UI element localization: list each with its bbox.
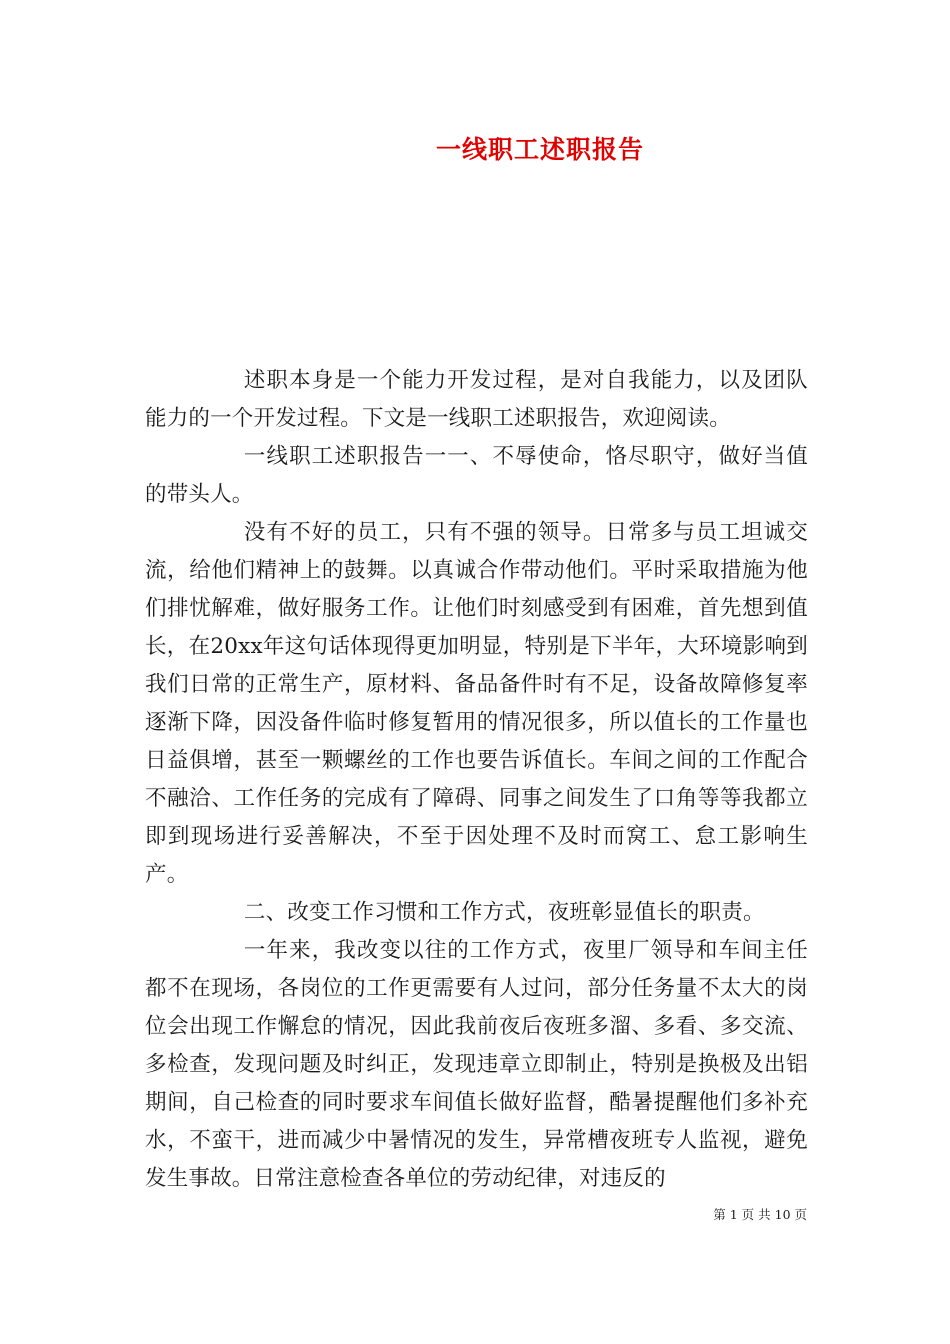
document-body (145, 362, 808, 1198)
paragraph-section-1-body: 没有不好的员工，只有不强的领导。日常多与员工坦诚交流，给他们精神上的鼓舞。以真诚合作带动他们。平时采取措施为他们排忧解难，做好服务工作。让他们时刻感受到有困难，首先想到值长，在20xx年这句话体现得更加明显，特别是下半年，大环境影响到我们日常的正常生产，原材料、备品备件时有不足，设备故障修复率逐渐下降，因没备件临时修复暂用的情况很多，所以值长的工作量也日益俱增，甚至一颗螺丝的工作也要告诉值长。车间之间的工作配合不融洽、工作任务的完成有了障碍、同事之间发生了口角等等我都立即到现场进行妥善解决，不至于因处理不及时而窝工、怠工影响生产。 (145, 520, 808, 887)
paragraph-section-2-body: 一年来，我改变以往的工作方式，夜里厂领导和车间主任都不在现场，各岗位的工作更需要有人过问，部分任务量不太大的岗位会出现工作懈怠的情况，因此我前夜后夜班多溜、多看、多交流、多检查，发现问题及时纠正，发现违章立即制止，特别是换极及出铝期间，自己检查的同时要求车间值长做好监督，酷暑提醒他们多补充水，不蛮干，进而减少中暑情况的发生，异常槽夜班专人监视，避免发生事故。日常注意检查各单位的劳动纪律，对违反的 (145, 938, 808, 1191)
document-title: 一线职工述职报告 (435, 135, 644, 164)
paragraph-section-1-heading: 一线职工述职报告一一、不辱使命，恪尽职守，做好当值的带头人。 (145, 444, 808, 507)
paragraph-intro: 述职本身是一个能力开发过程，是对自我能力，以及团队能力的一个开发过程。下文是一线职工述职报告，欢迎阅读。 (145, 368, 808, 431)
paragraph-section-2-heading: 二、改变工作习惯和工作方式，夜班彰显值长的职责。 (243, 900, 765, 925)
page-number-footer: 第 1 页 共 10 页 (713, 1207, 807, 1222)
